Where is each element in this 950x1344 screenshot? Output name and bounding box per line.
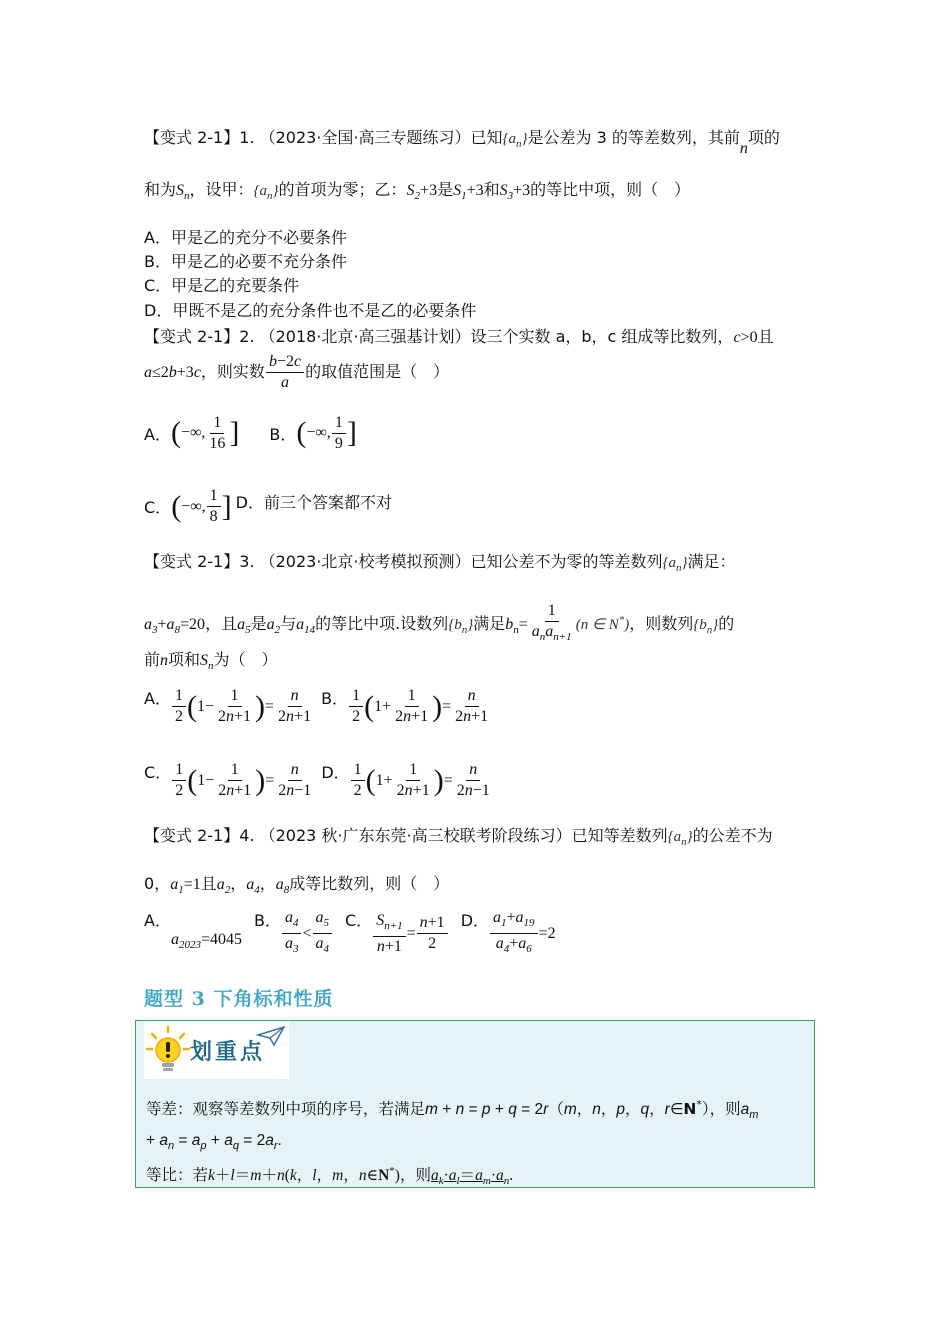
math: ] bbox=[229, 416, 240, 449]
math: ] bbox=[346, 416, 357, 449]
math: ( bbox=[187, 763, 198, 797]
key-point-text: 等比：若 bbox=[146, 1166, 209, 1184]
math: (n ∈ N*) bbox=[575, 614, 630, 633]
math-fraction: $\frac{a_1+a_{19}}{a_4+a_6}$ bbox=[490, 908, 538, 959]
math-fraction: $\frac{1}{2}$ bbox=[349, 686, 363, 727]
math: ) bbox=[432, 689, 443, 723]
q2-options-ab bbox=[144, 410, 357, 456]
q4-text: 的公差不为 bbox=[692, 826, 773, 845]
math-fraction: $\frac{1}{2n+1}$ bbox=[395, 687, 429, 725]
q3-text: 满足： bbox=[687, 552, 736, 571]
math: n bbox=[160, 652, 169, 669]
math: m + n = p + q = 2r bbox=[425, 1101, 549, 1118]
q1-text: 是公差为 3 的等差数列，其前 bbox=[527, 128, 740, 147]
q4-options bbox=[144, 908, 556, 959]
math: ] bbox=[221, 489, 232, 523]
math: < bbox=[302, 924, 312, 942]
q2-opt-d: D．前三个答案都不对 bbox=[235, 493, 392, 512]
section-title: 题型 3 下角标和性质 bbox=[144, 988, 334, 1010]
math: ) bbox=[255, 689, 266, 723]
q1-line2 bbox=[144, 178, 814, 208]
q3-text: ，且 bbox=[205, 614, 238, 633]
q1-option-c: C．甲是乙的充要条件 bbox=[144, 276, 300, 295]
math: ) bbox=[433, 763, 444, 797]
math: $a_2$ bbox=[266, 616, 281, 637]
q2-options-cd bbox=[144, 486, 392, 527]
math: $S_n$ bbox=[200, 652, 214, 673]
q1-option-a: A．甲是乙的充分不必要条件 bbox=[144, 228, 347, 247]
q2-tag: 【变式 2-1】2. bbox=[144, 327, 255, 346]
math: $a_{2023}=4045$ bbox=[170, 930, 242, 951]
q3-text: 的等比中项.设数列 bbox=[315, 614, 449, 633]
key-point-line1 bbox=[146, 1097, 758, 1121]
math: c>0 bbox=[733, 329, 758, 346]
q4-tag: 【变式 2-1】4. bbox=[144, 826, 255, 845]
math: 1+ bbox=[375, 771, 393, 789]
math: $a_1=1$ bbox=[170, 876, 201, 897]
math-fraction: $\frac{1}{16}$ bbox=[209, 413, 226, 452]
q2-text: 设三个实数 a，b，c 组成等比数列， bbox=[470, 327, 734, 346]
math: $S_1+3$ bbox=[453, 182, 484, 203]
math: $S_2+3$ bbox=[406, 182, 438, 203]
math: $a_{14}$ bbox=[296, 616, 316, 637]
key-point-text: 等差：观察等差数列中项的序号，若满足 bbox=[146, 1100, 426, 1118]
math-fraction: $\frac{n}{2n-1}$ bbox=[456, 761, 490, 799]
q3-opt-c-label: C． bbox=[144, 763, 172, 782]
math: ( bbox=[186, 689, 197, 723]
math-fraction: $\frac{1}{2n+1}$ bbox=[218, 761, 252, 799]
q1-text: ，设甲： bbox=[189, 180, 254, 199]
q3-tag: 【变式 2-1】3. bbox=[144, 552, 255, 571]
q1-text: 项的 bbox=[747, 128, 780, 147]
math: $\{a_n\}$ bbox=[502, 131, 528, 150]
math: 1− bbox=[196, 697, 214, 715]
math: $a_5$ bbox=[237, 616, 251, 637]
math: . bbox=[509, 1167, 514, 1184]
math: ( bbox=[364, 689, 375, 723]
q3-text: 已知公差不为零的等差数列 bbox=[470, 552, 663, 571]
math: 1− bbox=[197, 771, 215, 789]
math-fraction: $\frac{1}{2n+1}$ bbox=[217, 687, 252, 725]
q4-text: ， bbox=[259, 874, 276, 893]
q2-text: 的取值范围是（ ） bbox=[305, 362, 450, 381]
q1-text: 的等比中项，则（ ） bbox=[530, 180, 691, 199]
q2-line1 bbox=[144, 325, 814, 350]
q3-text: 是 bbox=[250, 614, 267, 633]
lightbulb-icon bbox=[146, 1025, 190, 1075]
math-fraction: $\frac{1}{2}$ bbox=[172, 760, 186, 801]
math: k＋l＝m＋n(k，l，m，n∈N*) bbox=[208, 1164, 400, 1184]
math: ) bbox=[255, 763, 266, 797]
math-fraction: $\frac{n}{2n+1}$ bbox=[455, 687, 489, 725]
math: −∞, bbox=[306, 424, 331, 441]
math-fraction: $\frac{a_4}{a_3}$ bbox=[282, 908, 302, 959]
q2-line2 bbox=[144, 352, 814, 393]
q3-line1 bbox=[144, 550, 814, 580]
key-point-line3 bbox=[146, 1163, 513, 1187]
paper-plane-icon bbox=[256, 1025, 286, 1047]
key-point-text: ，则 bbox=[399, 1166, 431, 1184]
q4-opt-b-label: B． bbox=[253, 911, 281, 930]
math: 1+ bbox=[374, 697, 392, 715]
math: $a_3+a_8=20$ bbox=[144, 616, 206, 637]
math: $a_8$ bbox=[275, 876, 290, 897]
q4-opt-a-label: A． bbox=[144, 911, 171, 930]
math: = bbox=[406, 924, 416, 942]
q1-option-b: B．甲是乙的必要不充分条件 bbox=[144, 252, 347, 271]
math-fraction: $\frac{n}{2n+1}$ bbox=[278, 687, 312, 725]
math: + $a_n = a_p + a_q = 2a_r$. bbox=[146, 1132, 282, 1153]
q1-text: 的首项为零；乙： bbox=[278, 180, 407, 199]
q4-source: （2023 秋·广东东莞·高三校联考阶段练习） bbox=[259, 826, 572, 845]
math: −∞, bbox=[180, 424, 206, 441]
q4-text: 已知等差数列 bbox=[571, 826, 668, 845]
q3-text: 项和 bbox=[168, 650, 201, 669]
math-fraction: $\frac{1}{2n+1}$ bbox=[396, 761, 430, 799]
q2-opt-a-label: A． bbox=[144, 424, 171, 444]
math-fraction: $\frac{n+1}{2}$ bbox=[417, 913, 448, 954]
q4-opt-c-label: C． bbox=[345, 911, 373, 930]
q3-text: 满足 bbox=[473, 614, 506, 633]
q3-text: 为（ ） bbox=[213, 650, 278, 669]
q4-text: ， bbox=[230, 874, 247, 893]
q3-text: 与 bbox=[280, 614, 297, 633]
math: $S_3+3$ bbox=[499, 182, 531, 203]
math-fraction: $\frac{1}{9}$ bbox=[332, 413, 346, 454]
math-fraction: $\frac{a_5}{a_4}$ bbox=[313, 908, 333, 959]
q4-line2 bbox=[144, 872, 814, 902]
math: $\{a_n\}$ bbox=[253, 183, 279, 202]
math: （m，n，p，q，r∈N* bbox=[548, 1097, 702, 1118]
math: ( bbox=[170, 416, 181, 449]
q2-text: ，则实数 bbox=[200, 362, 265, 381]
q1-option-d: D．甲既不是乙的充分条件也不是乙的必要条件 bbox=[144, 301, 477, 320]
math-fraction: $\frac{n}{2n-1}$ bbox=[278, 761, 312, 799]
q1-tag: 【变式 2-1】1. bbox=[144, 128, 255, 147]
q4-line1 bbox=[144, 824, 814, 854]
math: = bbox=[265, 697, 275, 715]
math: = bbox=[442, 697, 452, 715]
math: = bbox=[265, 771, 275, 789]
q3-text: ，则数列 bbox=[629, 614, 694, 633]
math-fraction: $\frac{1}{2}$ bbox=[351, 760, 365, 801]
q1-text: 和 bbox=[483, 180, 500, 199]
q4-text: 0， bbox=[144, 874, 171, 893]
math-fraction: $\frac{b-2c}{a}$ bbox=[266, 352, 304, 393]
q2-source: （2018·北京·高三强基计划） bbox=[259, 327, 471, 346]
math-fraction: $\frac{S_{n+1}}{n+1}$ bbox=[373, 911, 405, 957]
math: $a_4$ bbox=[246, 876, 260, 897]
q3-line3 bbox=[144, 648, 814, 678]
math-fraction: $\frac{1}{a_na_{n+1}}$ bbox=[531, 602, 572, 644]
math: $\{b_n\}$ bbox=[693, 617, 719, 636]
math: ( bbox=[171, 489, 182, 523]
key-point-badge bbox=[144, 1021, 289, 1079]
math: $a_k\cdot a_l=a_m\cdot a_n$ bbox=[430, 1167, 510, 1188]
q3-source: （2023·北京·校考模拟预测） bbox=[259, 552, 471, 571]
badge-label: 划重点 bbox=[190, 1040, 266, 1065]
q2-opt-b-label: B． bbox=[269, 424, 297, 444]
math: $\{b_n\}$ bbox=[448, 617, 474, 636]
q2-text: 且 bbox=[757, 327, 774, 346]
math: $a_2$ bbox=[216, 876, 231, 897]
key-point-box bbox=[135, 1020, 815, 1188]
math: $b_n=$ bbox=[505, 616, 528, 637]
q3-opt-b-label: B． bbox=[321, 689, 349, 708]
q4-opt-d-label: D． bbox=[460, 911, 490, 930]
q4-text: 且 bbox=[200, 874, 217, 893]
math: ( bbox=[296, 416, 307, 449]
q1-source: （2023·全国·高三专题练习） bbox=[259, 128, 471, 147]
q3-opt-d-label: D． bbox=[321, 763, 350, 782]
math: −∞, bbox=[181, 497, 206, 515]
q3-options-ab bbox=[144, 686, 492, 727]
key-point-line2 bbox=[146, 1131, 282, 1152]
q3-options-cd bbox=[144, 760, 494, 801]
q3-line2 bbox=[144, 598, 814, 652]
math-fraction: $\frac{1}{2}$ bbox=[172, 686, 186, 727]
math: $a_m$ bbox=[740, 1101, 759, 1122]
math: $\{a_n\}$ bbox=[662, 555, 688, 574]
q3-text: 前 bbox=[144, 650, 161, 669]
q1-text: 是 bbox=[437, 180, 454, 199]
math: $\{a_n\}$ bbox=[667, 829, 693, 848]
math: a≤2b+3c bbox=[144, 364, 201, 381]
q3-text: 的 bbox=[718, 614, 735, 633]
q4-text: 成等比数列，则（ ） bbox=[289, 874, 450, 893]
q1-text: 已知 bbox=[470, 128, 503, 147]
math: n bbox=[739, 140, 748, 157]
math: ( bbox=[365, 763, 376, 797]
math: =2 bbox=[538, 924, 556, 942]
q1-text: 和为 bbox=[144, 180, 177, 199]
math: = bbox=[443, 771, 453, 789]
math-fraction: $\frac{1}{8}$ bbox=[207, 486, 221, 527]
key-point-text: ），则 bbox=[701, 1100, 741, 1118]
q2-opt-c-label: C． bbox=[144, 498, 172, 517]
math: $S_n$ bbox=[176, 182, 190, 203]
q3-opt-a-label: A． bbox=[144, 689, 171, 708]
q1-line1 bbox=[144, 126, 814, 156]
